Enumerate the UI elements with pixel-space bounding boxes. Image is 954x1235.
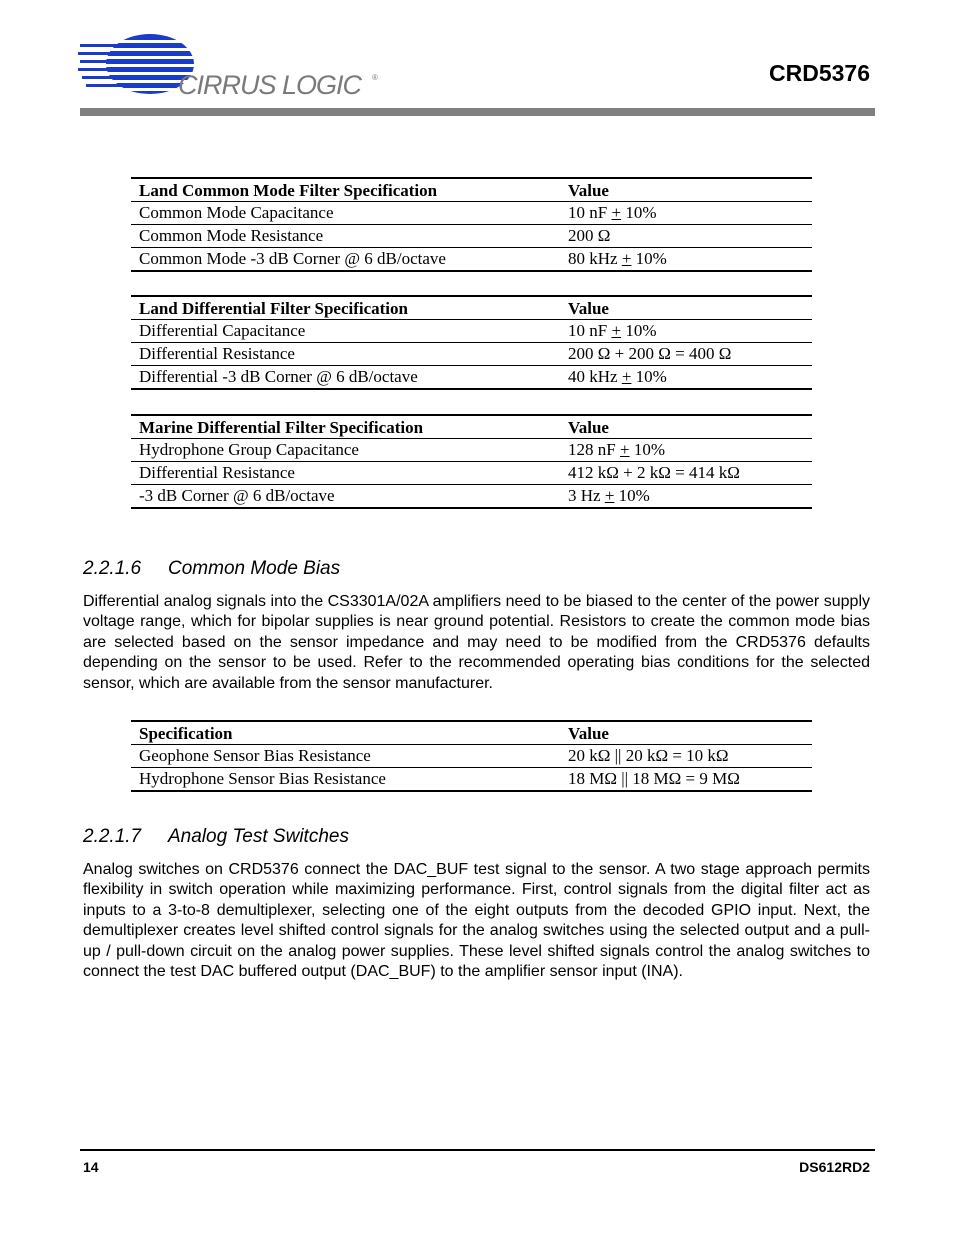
section-heading-common-mode-bias (83, 558, 340, 580)
table-row (131, 225, 812, 248)
section-number: 2.2.1.7 (83, 826, 142, 847)
common-mode-bias-paragraph: Differential analog signals into the CS3301A/02A amplifiers need to be biased to the center of the power supply voltage range, which for bipolar supplies is near ground potential. Resistors to create the common mode bias are selected based on the sensor impedance and may need to be modified from the CRD5376 defaults depending on the sensor to be used. Refer to the recommended operating bias conditions for the selected sensor, which are available from the sensor manufacturer. (83, 593, 870, 692)
table-row (131, 439, 812, 462)
footer-rule (80, 1149, 875, 1151)
bias-resistance-table (131, 720, 812, 792)
spec-name-cell: Differential -3 dB Corner @ 6 dB/octave (131, 366, 560, 390)
spec-name-cell: Common Mode -3 dB Corner @ 6 dB/octave (131, 248, 560, 272)
spec-value-cell: 412 kΩ + 2 kΩ = 414 kΩ (560, 462, 812, 485)
spec-name-cell: Differential Capacitance (131, 320, 560, 343)
spec-value-cell: 128 nF + 10% (560, 439, 812, 462)
table-row (131, 202, 812, 225)
table-row (131, 320, 812, 343)
table-header-cell: Specification (131, 721, 560, 745)
spec-value-cell: 80 kHz + 10% (560, 248, 812, 272)
table-header-row (131, 178, 812, 202)
table-row (131, 485, 812, 509)
spec-name-cell: -3 dB Corner @ 6 dB/octave (131, 485, 560, 509)
table-header-cell: Marine Differential Filter Specification (131, 415, 560, 439)
cirrus-logic-logo (78, 32, 378, 104)
spec-name-cell: Common Mode Capacitance (131, 202, 560, 225)
land-differential-table (131, 295, 812, 390)
spec-name-cell: Hydrophone Group Capacitance (131, 439, 560, 462)
registered-mark-icon: ® (372, 73, 378, 82)
spec-name-cell: Differential Resistance (131, 462, 560, 485)
section-heading-analog-test-switches (83, 826, 349, 848)
table-header-cell: Land Common Mode Filter Specification (131, 178, 560, 202)
spec-value-cell: 40 kHz + 10% (560, 366, 812, 390)
spec-name-cell: Hydrophone Sensor Bias Resistance (131, 768, 560, 792)
cirrus-logic-logo-graphic (78, 32, 378, 104)
table-header-row (131, 415, 812, 439)
document-title: CRD5376 (769, 60, 870, 86)
header-rule (80, 108, 875, 116)
analog-test-switches-paragraph: Analog switches on CRD5376 connect the DAC_BUF test signal to the sensor. A two stage approach permits flexibility in switch operation while maximizing performance. First, control signals from the digital filter act as inputs to a 3-to-8 demultiplexer, selecting one of the eight outputs from the decoded GPIO input. Next, the demultiplexer creates level shifted control signals for the analog switches using the selected output and a pull-up / pull-down circuit on the analog power supplies. These level shifted signals control the analog switches to connect the test DAC buffered output (DAC_BUF) to the amplifier sensor input (INA). (83, 861, 870, 981)
section-title: Analog Test Switches (168, 826, 349, 847)
table-header-cell: Value (560, 415, 812, 439)
spec-value-cell: 200 Ω (560, 225, 812, 248)
spec-name-cell: Geophone Sensor Bias Resistance (131, 745, 560, 768)
spec-value-cell: 10 nF + 10% (560, 320, 812, 343)
table-row (131, 343, 812, 366)
table-row (131, 745, 812, 768)
table-header-cell: Value (560, 178, 812, 202)
marine-differential-table (131, 414, 812, 509)
logo-wordmark: CIRRUS LOGIC (178, 70, 362, 100)
spec-value-cell: 20 kΩ || 20 kΩ = 10 kΩ (560, 745, 812, 768)
table-header-cell: Land Differential Filter Specification (131, 296, 560, 320)
spec-value-cell: 10 nF + 10% (560, 202, 812, 225)
section-number: 2.2.1.6 (83, 558, 142, 579)
table-row (131, 768, 812, 792)
page-number: 14 (83, 1159, 99, 1175)
table-header-row (131, 721, 812, 745)
spec-value-cell: 3 Hz + 10% (560, 485, 812, 509)
spec-value-cell: 18 MΩ || 18 MΩ = 9 MΩ (560, 768, 812, 792)
document-id: DS612RD2 (799, 1159, 870, 1175)
land-common-mode-table (131, 177, 812, 272)
table-header-cell: Value (560, 296, 812, 320)
table-header-row (131, 296, 812, 320)
spec-value-cell: 200 Ω + 200 Ω = 400 Ω (560, 343, 812, 366)
section-title: Common Mode Bias (168, 558, 341, 579)
table-header-cell: Value (560, 721, 812, 745)
spec-name-cell: Common Mode Resistance (131, 225, 560, 248)
table-row (131, 248, 812, 272)
table-row (131, 366, 812, 390)
spec-name-cell: Differential Resistance (131, 343, 560, 366)
table-row (131, 462, 812, 485)
